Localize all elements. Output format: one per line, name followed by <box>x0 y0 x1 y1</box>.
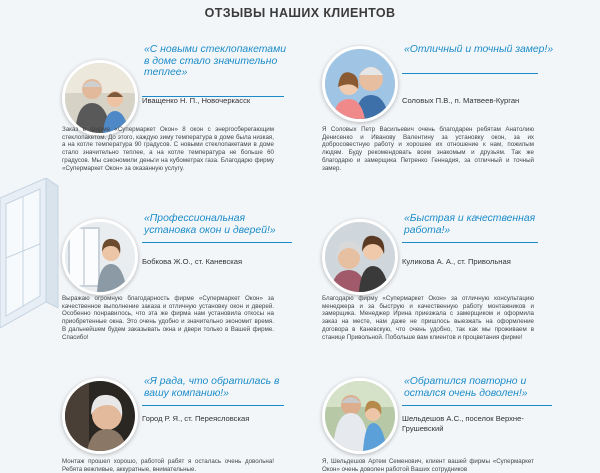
testimonial-author: Город Р. Я., ст. Переясловская <box>142 414 250 423</box>
quote-underline <box>402 73 538 74</box>
customer-photo <box>322 46 398 122</box>
customer-photo <box>62 219 138 295</box>
testimonial-quote: «Я рада, что обратилась в вашу компанию!» <box>144 376 280 399</box>
page-title: ОТЗЫВЫ НАШИХ КЛИЕНТОВ <box>204 6 396 20</box>
testimonial-text: Я, Шельдешов Артем Семенович, клиент вашей фирмы «Супермаркет Окон» очень доволен работой Ваших сотрудников <box>322 458 534 473</box>
testimonial-text: Выражаю огромную благодарность фирме «Супермаркет Окон» за качественное выполнение заказа и отличную установку окон и дверей. Особенно понравилось, что эта же фирма нам установила откосы на приобретенные окна. Это очень удобно и значительно экономит время. В дальнейшем будем заказывать окна и двери только в Вашей фирме. Спасибо! <box>62 295 274 341</box>
testimonial-author: Иващенко Н. П., Новочеркасск <box>142 96 251 105</box>
customer-photo <box>62 60 138 136</box>
testimonial-author: Соловых П.В., п. Матвеев-Курган <box>402 96 520 105</box>
testimonial-text: Я Соловых Петр Васильевич очень благодарен ребятам Анатолию Денисенко и Иванову Валентину за установку окон, за их добросовестную работу и хорошее их отношение к нам, пожилым людям. Буду рекомендовать всем знакомым и друзьям. Так же благодарю и замерщика Петренко Геннадия, за отличный и точный замер. <box>322 126 534 172</box>
customer-photo <box>322 378 398 454</box>
testimonial-author: Шельдешов А.С., поселок Верхне-Грушевский <box>402 414 524 433</box>
customer-photo <box>322 219 398 295</box>
testimonial-text: Заказ в фирме «Супермаркет Окон» 8 окон с энергосберегающим стеклопакетом. До этого, каждую зиму температура в доме была низкая, а на котле температура 90 градусов. С новыми стеклопакетами в доме стало значительно теплее, а на котле температура не больше 60 градусов. Мы сэкономили деньги на кубометрах газа. Благодарю фирму «Супермаркет Окон» за оказанную услугу. <box>62 126 274 172</box>
testimonial-author: Куликова А. А., ст. Привольная <box>402 257 511 266</box>
testimonial-text: Монтаж прошел хорошо, работой рабят я осталась очень довольна! Ребята вежливые, аккуратные, внимательные. <box>62 458 274 473</box>
testimonial-text: Благодарю фирму «Супермаркет Окон» за отличную консультацию менеджера и за быструю и качественную работу монтажников и замерщика. Менеджер Ирина приезжала с замерщиком и оформила заказ на месте, нам даже не пришлось выезжать на оформление договора в Каневскую, что очень удобно, так как мы проживаем в станице Привольной. Побольше вам клиентов и процветания фирме! <box>322 295 534 341</box>
quote-underline <box>142 242 292 243</box>
testimonial-quote: «С новыми стеклопакетами в доме стало значительно теплее» <box>144 44 286 78</box>
testimonial-quote: «Отличный и точный замер!» <box>404 44 554 55</box>
testimonial-author: Бобкова Ж.О., ст. Каневская <box>142 257 243 266</box>
testimonial-quote: «Быстрая и качественная работа!» <box>404 213 536 236</box>
quote-underline <box>402 242 538 243</box>
testimonial-quote: «Профессиональная установка окон и дверей!» <box>144 213 276 236</box>
quote-underline <box>142 405 284 406</box>
customer-photo <box>62 378 138 454</box>
quote-underline <box>402 405 552 406</box>
window-illustration <box>0 178 62 328</box>
testimonial-quote: «Обратился повторно и остался очень доволен!» <box>404 376 528 399</box>
